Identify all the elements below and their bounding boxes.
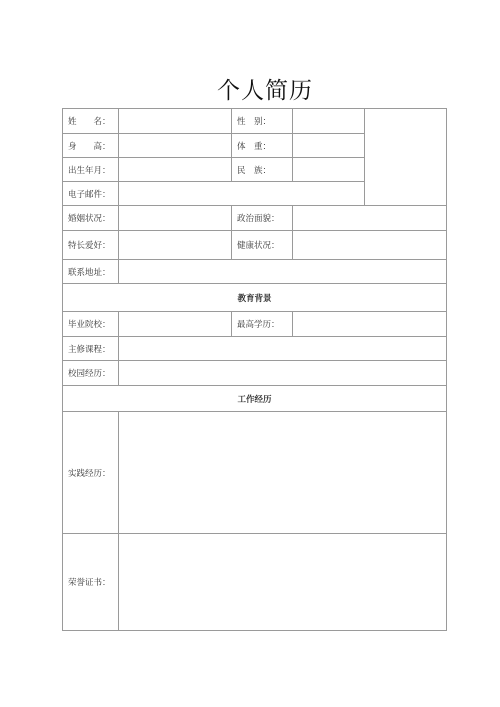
courses-value-cell[interactable] bbox=[119, 337, 447, 361]
ethnicity-label: 民 族： bbox=[232, 158, 293, 182]
education-section-header: 教育背景 bbox=[63, 284, 447, 312]
health-label: 健康状况： bbox=[232, 231, 293, 260]
practice-label: 实践经历： bbox=[63, 412, 119, 534]
practice-value-cell[interactable] bbox=[119, 412, 447, 534]
work-section-header: 工作经历 bbox=[63, 386, 447, 412]
honors-value-cell[interactable] bbox=[119, 534, 447, 631]
campus-label: 校园经历： bbox=[63, 361, 119, 386]
hobbies-value-cell[interactable] bbox=[119, 231, 232, 260]
email-label: 电子邮件： bbox=[63, 182, 119, 206]
degree-value-cell[interactable] bbox=[293, 312, 447, 337]
hobbies-label: 特长爱好： bbox=[63, 231, 119, 260]
degree-label: 最高学历： bbox=[232, 312, 293, 337]
political-label: 政治面貌： bbox=[232, 206, 293, 231]
birth-label: 出生年月： bbox=[63, 158, 119, 182]
weight-value-cell[interactable] bbox=[293, 134, 365, 158]
school-value-cell[interactable] bbox=[119, 312, 232, 337]
marital-value-cell[interactable] bbox=[119, 206, 232, 231]
address-value-cell[interactable] bbox=[119, 260, 447, 284]
marital-label: 婚姻状况： bbox=[63, 206, 119, 231]
photo-cell[interactable] bbox=[365, 109, 447, 206]
school-label: 毕业院校： bbox=[63, 312, 119, 337]
height-label: 身 高： bbox=[63, 134, 119, 158]
gender-value-cell[interactable] bbox=[293, 109, 365, 134]
ethnicity-value-cell[interactable] bbox=[293, 158, 365, 182]
gender-label: 性 别： bbox=[232, 109, 293, 134]
courses-label: 主修课程： bbox=[63, 337, 119, 361]
honors-label: 荣誉证书： bbox=[63, 534, 119, 631]
height-value-cell[interactable] bbox=[119, 134, 232, 158]
resume-table bbox=[62, 108, 447, 631]
health-value-cell[interactable] bbox=[293, 231, 447, 260]
name-value-cell[interactable] bbox=[119, 109, 232, 134]
resume-title: 个人简历 bbox=[217, 78, 313, 104]
weight-label: 体 重： bbox=[232, 134, 293, 158]
campus-value-cell[interactable] bbox=[119, 361, 447, 386]
political-value-cell[interactable] bbox=[293, 206, 447, 231]
address-label: 联系地址： bbox=[63, 260, 119, 284]
name-label: 姓 名： bbox=[63, 109, 119, 134]
birth-value-cell[interactable] bbox=[119, 158, 232, 182]
email-value-cell[interactable] bbox=[119, 182, 365, 206]
